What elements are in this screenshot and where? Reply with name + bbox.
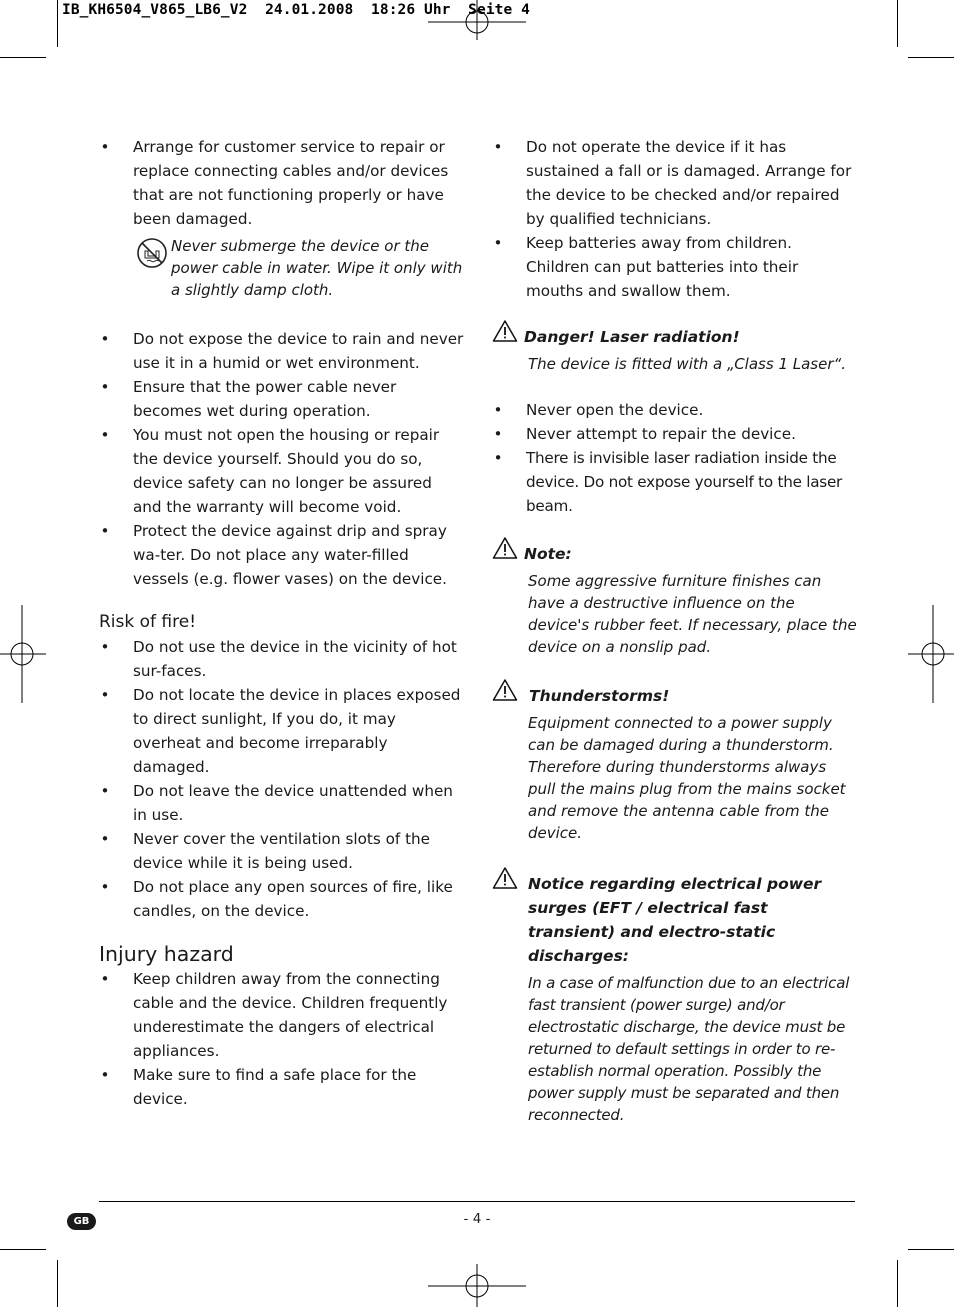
list-item (99, 135, 464, 231)
bullet-icon: • (493, 234, 503, 252)
risk-of-fire-list (99, 635, 464, 923)
injury-hazard-heading: Injury hazard (99, 942, 234, 966)
crop-mark (0, 1249, 46, 1250)
list-item (492, 398, 857, 422)
registration-mark-top (428, 0, 526, 40)
safety-list-2 (99, 327, 464, 591)
list-item-text: Protect the device against drip and spray wa-ter. Do not place any water-filled vessels (e.g. flower vases) on the device. (133, 522, 447, 588)
bullet-icon: • (100, 1066, 110, 1084)
thunderstorms-title-text: Thunderstorms! (529, 687, 670, 705)
list-item (99, 779, 464, 827)
bullet-icon: • (100, 830, 110, 848)
list-item-text: Make sure to find a safe place for the device. (133, 1066, 417, 1108)
list-item-text: Keep children away from the connecting cable and the device. Children frequently underestimate the dangers of electrical appliances. (133, 970, 448, 1060)
bullet-icon: • (100, 426, 110, 444)
list-item (99, 827, 464, 875)
crop-mark (57, 0, 58, 47)
list-item-text: Do not leave the device unattended when in use. (133, 782, 453, 824)
list-item (99, 967, 464, 1063)
page-number: - 4 - (463, 1211, 491, 1227)
crop-mark (897, 1260, 898, 1307)
list-item-text: Do not place any open sources of fire, like candles, on the device. (133, 878, 453, 920)
note-title-text: Note: (524, 545, 572, 563)
laser-warning-title-text: Danger! Laser radiation! (524, 328, 740, 346)
thunderstorms-body: Equipment connected to a power supply can be damaged during a thunderstorm. Therefore during thunderstorms always pull the mains plug from the mains socket and remove the antenna cable from the device. (528, 714, 846, 842)
no-submerge-icon (136, 237, 168, 269)
list-item (99, 683, 464, 779)
bullet-icon: • (100, 330, 110, 348)
crop-mark (908, 1249, 954, 1250)
list-item-text: Never cover the ventilation slots of the device while it is being used. (133, 830, 430, 872)
crop-mark (897, 0, 898, 47)
list-item (99, 1063, 464, 1111)
list-item-text: You must not open the housing or repair the device yourself. Should you do so, device safety can no longer be assured and the warranty will become void. (133, 426, 440, 516)
risk-of-fire-heading: Risk of fire! (99, 612, 197, 632)
water-note (99, 235, 464, 301)
bullet-icon: • (100, 638, 110, 656)
note-title (492, 542, 857, 566)
injury-hazard-list (99, 967, 464, 1111)
right-column (492, 135, 857, 1126)
surge-notice-title (492, 872, 857, 968)
bullet-icon: • (100, 686, 110, 704)
list-item-text: Keep batteries away from children. Children can put batteries into their mouths and swallow them. (526, 234, 799, 300)
list-item (492, 231, 857, 303)
list-item-text: Do not operate the device if it has sustained a fall or is damaged. Arrange for the device to be checked and/or repaired by qualified technicians. (526, 138, 852, 228)
list-item-text: Never attempt to repair the device. (526, 425, 796, 443)
crop-mark (908, 57, 954, 58)
water-note-text: Never submerge the device or the power cable in water. Wipe it only with a slightly damp cloth. (171, 237, 463, 299)
bullet-icon: • (493, 401, 503, 419)
laser-warning-body: The device is fitted with a „Class 1 Laser“. (528, 355, 847, 373)
warning-triangle-icon (492, 319, 518, 343)
registration-mark-bottom (428, 1264, 526, 1307)
bullet-icon: • (100, 138, 110, 156)
thunderstorms-title (492, 684, 857, 708)
language-badge: GB (67, 1213, 96, 1230)
surge-notice-title-text: Notice regarding electrical power surges (EFT / electrical fast transient) and electro-static discharges: (528, 875, 822, 965)
bullet-icon: • (100, 970, 110, 988)
list-item-text: There is invisible laser radiation inside the device. Do not expose yourself to the laser beam. (526, 449, 843, 515)
bullet-icon: • (100, 522, 110, 540)
laser-list (492, 398, 857, 518)
bullet-icon: • (493, 425, 503, 443)
warning-triangle-icon (492, 866, 518, 890)
laser-warning-title (492, 325, 857, 349)
registration-mark-left (0, 605, 46, 703)
list-item (492, 422, 857, 446)
print-slug: IB_KH6504_V865_LB6_V2 24.01.2008 18:26 Uhr Seite 4 (62, 2, 530, 18)
left-column (99, 135, 464, 1111)
list-item (99, 635, 464, 683)
surge-notice-body: In a case of malfunction due to an electrical fast transient (power surge) and/or electrostatic discharge, the device must be returned to default settings in order to re-establish normal operation. Possibly the power supply must be separated and then reconnected. (528, 974, 850, 1124)
list-item (99, 423, 464, 519)
list-item (99, 327, 464, 375)
list-item-text: Never open the device. (526, 401, 704, 419)
bullet-icon: • (100, 378, 110, 396)
list-item-text: Arrange for customer service to repair or replace connecting cables and/or devices that are not functioning properly or have been damaged. (133, 138, 449, 228)
registration-mark-right (908, 605, 954, 703)
note-body: Some aggressive furniture finishes can have a destructive influence on the device's rubber feet. If necessary, place the device on a nonslip pad. (528, 572, 857, 656)
list-item (492, 135, 857, 231)
list-item (492, 446, 857, 518)
list-item-text: Do not expose the device to rain and never use it in a humid or wet environment. (133, 330, 464, 372)
crop-mark (57, 1260, 58, 1307)
list-item (99, 375, 464, 423)
bullet-icon: • (100, 782, 110, 800)
warning-triangle-icon (492, 678, 518, 702)
list-item-text: Do not locate the device in places exposed to direct sunlight, If you do, it may overheat and become irreparably damaged. (133, 686, 461, 776)
safety-list-1 (99, 135, 464, 231)
list-item (99, 875, 464, 923)
footer-rule (99, 1201, 855, 1202)
list-item (99, 519, 464, 591)
list-item-text: Ensure that the power cable never becomes wet during operation. (133, 378, 397, 420)
bullet-icon: • (493, 138, 503, 156)
crop-mark (0, 57, 46, 58)
warning-triangle-icon (492, 536, 518, 560)
bullet-icon: • (493, 449, 503, 467)
bullet-icon: • (100, 878, 110, 896)
safety-list-3 (492, 135, 857, 303)
list-item-text: Do not use the device in the vicinity of hot sur-faces. (133, 638, 457, 680)
